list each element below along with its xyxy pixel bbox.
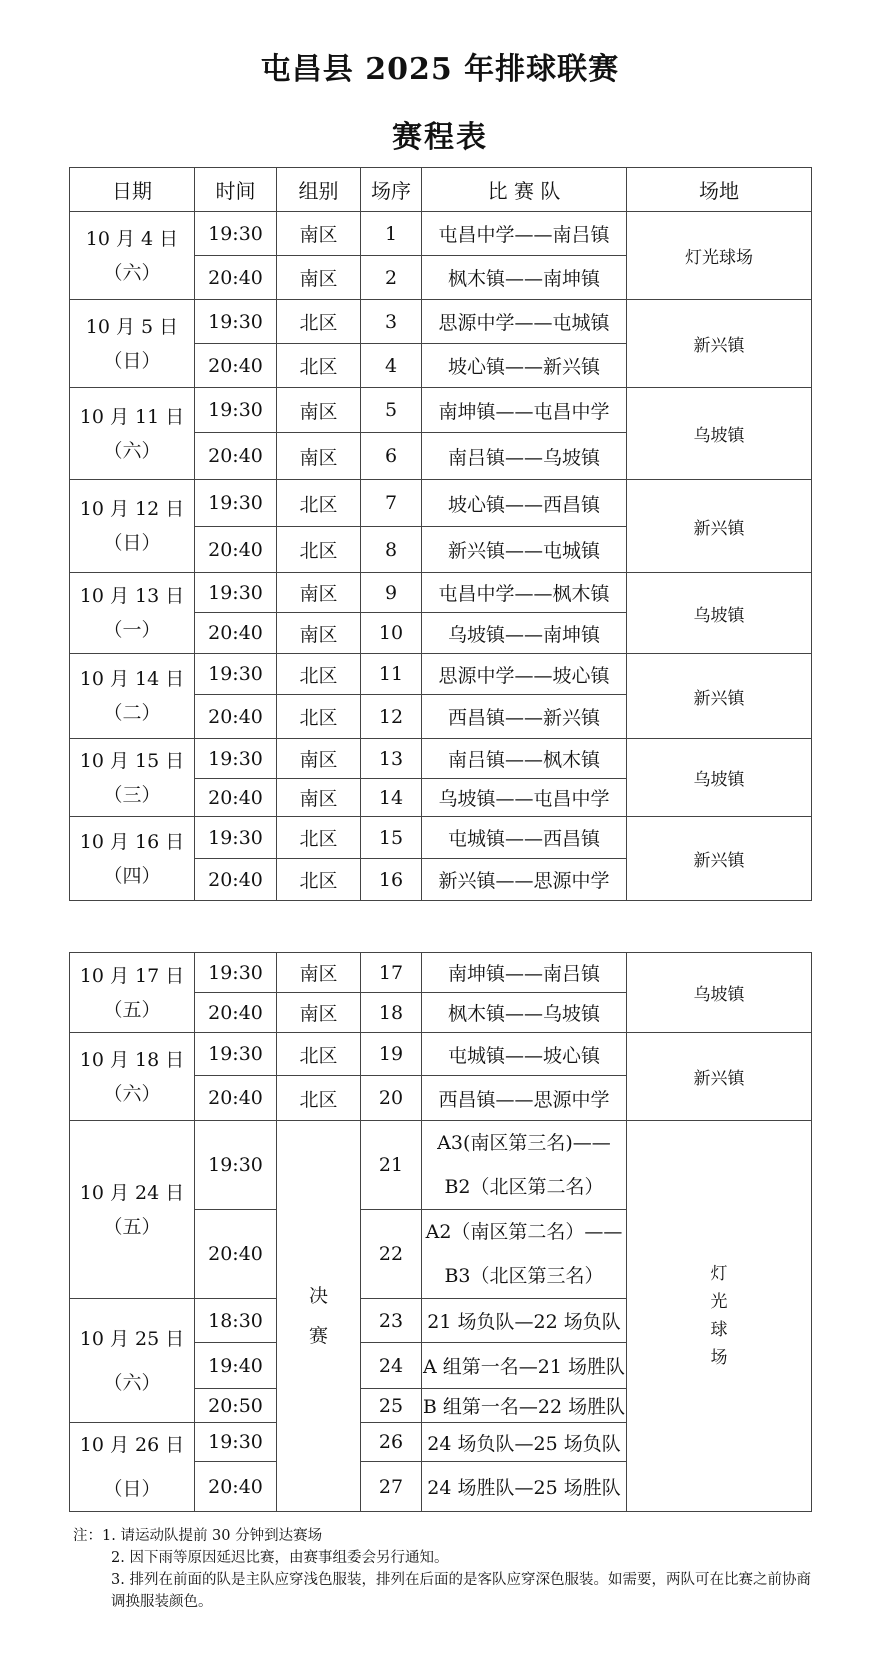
group-cell: 南区 [277, 779, 361, 817]
time-cell: 20:40 [195, 993, 277, 1033]
date-cell [70, 388, 195, 480]
match-number-cell: 5 [361, 388, 422, 433]
teams-line: B2（北区第二名） [444, 1176, 604, 1198]
teams-cell: A 组第一名—21 场胜队 [422, 1343, 627, 1389]
group-cell: 北区 [277, 859, 361, 901]
match-date: 10 月 26 日 [79, 1434, 185, 1456]
venue-cell: 乌坡镇 [627, 953, 812, 1033]
group-cell: 南区 [277, 256, 361, 300]
time-cell: 19:30 [195, 480, 277, 527]
column-header: 比 赛 队 [422, 168, 627, 212]
group-cell: 南区 [277, 613, 361, 654]
match-number-cell: 7 [361, 480, 422, 527]
date-cell [70, 1423, 195, 1512]
venue-cell: 乌坡镇 [627, 573, 812, 654]
time-cell: 20:40 [195, 859, 277, 901]
venue-cell: 新兴镇 [627, 1033, 812, 1121]
time-cell: 20:40 [195, 779, 277, 817]
time-cell: 20:40 [195, 1210, 277, 1299]
match-number-cell: 24 [361, 1343, 422, 1389]
weekday: （五） [103, 998, 161, 1021]
time-cell: 19:30 [195, 573, 277, 613]
match-number-cell: 19 [361, 1033, 422, 1076]
time-cell: 19:30 [195, 1033, 277, 1076]
teams-cell [422, 1210, 627, 1299]
date-cell [70, 300, 195, 388]
match-number-cell: 18 [361, 993, 422, 1033]
group-cell: 北区 [277, 654, 361, 695]
time-cell: 19:30 [195, 388, 277, 433]
weekday: （一） [103, 619, 161, 641]
table-header-row [70, 168, 812, 212]
schedule-table-part-2 [69, 952, 812, 1512]
match-number-cell: 21 [361, 1121, 422, 1210]
time-cell: 20:40 [195, 527, 277, 573]
teams-cell: 西昌镇——新兴镇 [422, 695, 627, 739]
time-cell: 19:30 [195, 300, 277, 344]
weekday: （六） [103, 439, 161, 462]
group-cell: 南区 [277, 993, 361, 1033]
finals-label: 赛 [308, 1325, 328, 1347]
group-cell: 南区 [277, 388, 361, 433]
table-row [70, 654, 812, 695]
group-cell: 北区 [277, 817, 361, 859]
notes-label: 注： [73, 1528, 102, 1544]
teams-cell: 枫木镇——乌坡镇 [422, 993, 627, 1033]
match-number-cell: 15 [361, 817, 422, 859]
table-row [70, 953, 812, 993]
teams-cell: 屯城镇——西昌镇 [422, 817, 627, 859]
match-date: 10 月 25 日 [79, 1327, 185, 1350]
date-cell [70, 212, 195, 300]
date-cell [70, 654, 195, 739]
match-date: 10 月 5 日 [85, 315, 179, 338]
time-cell: 20:40 [195, 695, 277, 739]
teams-line: B3（北区第三名） [444, 1265, 604, 1287]
teams-cell: 南坤镇——屯昌中学 [422, 388, 627, 433]
group-cell-finals [277, 1121, 361, 1512]
time-cell: 19:30 [195, 654, 277, 695]
table-row [70, 739, 812, 779]
group-cell: 南区 [277, 739, 361, 779]
table-row [70, 212, 812, 256]
teams-cell: 坡心镇——西昌镇 [422, 480, 627, 527]
venue-cell: 乌坡镇 [627, 388, 812, 480]
note-1: 注：1. 请运动队提前 30 分钟到达赛场 [73, 1528, 323, 1544]
time-cell: 20:40 [195, 344, 277, 388]
match-number-cell: 20 [361, 1076, 422, 1121]
teams-cell: 思源中学——屯城镇 [422, 300, 627, 344]
table-row [70, 1033, 812, 1076]
match-date: 10 月 17 日 [79, 964, 185, 987]
teams-cell: 乌坡镇——屯昌中学 [422, 779, 627, 817]
date-cell [70, 817, 195, 901]
match-date: 10 月 13 日 [79, 585, 185, 607]
venue-cell: 新兴镇 [627, 654, 812, 739]
weekday: （六） [103, 1082, 161, 1105]
match-date: 10 月 15 日 [79, 749, 185, 772]
group-cell: 北区 [277, 344, 361, 388]
match-date: 10 月 16 日 [79, 830, 185, 853]
time-cell: 20:40 [195, 256, 277, 300]
match-number-cell: 27 [361, 1462, 422, 1512]
match-number-cell: 13 [361, 739, 422, 779]
group-cell: 南区 [277, 573, 361, 613]
group-cell: 南区 [277, 953, 361, 993]
match-number-cell: 2 [361, 256, 422, 300]
time-cell: 20:40 [195, 433, 277, 480]
teams-cell: 24 场负队—25 场负队 [422, 1423, 627, 1462]
match-date: 10 月 24 日 [79, 1181, 185, 1204]
weekday: （日） [103, 349, 161, 372]
match-number-cell: 1 [361, 212, 422, 256]
teams-cell: 屯昌中学——枫木镇 [422, 573, 627, 613]
table-row [70, 1121, 812, 1210]
date-cell [70, 480, 195, 573]
venue-cell-finals [627, 1121, 812, 1512]
note-2: 2. 因下雨等原因延迟比赛，由赛事组委会另行通知。 [111, 1550, 449, 1566]
table-row [70, 573, 812, 613]
weekday: （日） [103, 1478, 161, 1500]
group-cell: 北区 [277, 1033, 361, 1076]
notes [73, 1525, 818, 1613]
match-number-cell: 17 [361, 953, 422, 993]
time-cell: 19:30 [195, 953, 277, 993]
teams-cell: 屯城镇——坡心镇 [422, 1033, 627, 1076]
venue-cell: 新兴镇 [627, 480, 812, 573]
group-cell: 北区 [277, 1076, 361, 1121]
venue-cell: 新兴镇 [627, 817, 812, 901]
match-date: 10 月 4 日 [85, 227, 179, 250]
teams-cell: 坡心镇——新兴镇 [422, 344, 627, 388]
match-number-cell: 22 [361, 1210, 422, 1299]
match-number-cell: 11 [361, 654, 422, 695]
document-subtitle: 赛程表 [392, 120, 488, 155]
teams-cell: 南吕镇——乌坡镇 [422, 433, 627, 480]
table-row [70, 817, 812, 859]
group-cell: 南区 [277, 433, 361, 480]
date-cell [70, 1299, 195, 1423]
table-row [70, 388, 812, 433]
weekday: （六） [103, 1371, 161, 1394]
time-cell: 20:40 [195, 613, 277, 654]
date-cell [70, 1033, 195, 1121]
time-cell: 19:30 [195, 817, 277, 859]
teams-cell: 24 场胜队—25 场胜队 [422, 1462, 627, 1512]
venue-char: 球 [710, 1320, 728, 1340]
teams-line: A2（南区第二名）—— [425, 1221, 623, 1243]
time-cell: 20:50 [195, 1389, 277, 1423]
group-cell: 北区 [277, 527, 361, 573]
finals-label: 决 [308, 1285, 328, 1307]
time-cell: 19:30 [195, 1423, 277, 1462]
match-date: 10 月 18 日 [79, 1048, 185, 1071]
match-number-cell: 26 [361, 1423, 422, 1462]
teams-cell: 西昌镇——思源中学 [422, 1076, 627, 1121]
column-header: 时间 [195, 168, 277, 212]
teams-cell: 新兴镇——思源中学 [422, 859, 627, 901]
date-cell [70, 953, 195, 1033]
match-date: 10 月 11 日 [79, 405, 185, 428]
time-cell: 20:40 [195, 1462, 277, 1512]
match-number-cell: 25 [361, 1389, 422, 1423]
teams-cell: 屯昌中学——南吕镇 [422, 212, 627, 256]
teams-cell: 乌坡镇——南坤镇 [422, 613, 627, 654]
venue-char: 光 [710, 1292, 728, 1312]
match-number-cell: 23 [361, 1299, 422, 1343]
teams-line: A3(南区第三名)—— [437, 1132, 611, 1154]
time-cell: 19:30 [195, 1121, 277, 1210]
venue-cell: 乌坡镇 [627, 739, 812, 817]
venue-char: 灯 [710, 1264, 728, 1284]
match-date: 10 月 12 日 [79, 498, 185, 520]
weekday: （五） [103, 1215, 161, 1238]
weekday: （二） [103, 702, 161, 724]
group-cell: 北区 [277, 480, 361, 527]
match-number-cell: 9 [361, 573, 422, 613]
teams-cell [422, 1121, 627, 1210]
venue-char: 场 [710, 1348, 728, 1368]
schedule-table-part-1 [69, 167, 812, 901]
column-header: 组别 [277, 168, 361, 212]
group-cell: 南区 [277, 212, 361, 256]
venue-cell: 新兴镇 [627, 300, 812, 388]
match-number-cell: 16 [361, 859, 422, 901]
weekday: （日） [103, 532, 161, 554]
note-3: 3. 排列在前面的队是主队应穿浅色服装，排列在后面的是客队应穿深色服装。如需要，两队可在比赛之前协商调换服装颜色。 [111, 1572, 811, 1610]
match-number-cell: 8 [361, 527, 422, 573]
column-header: 日期 [70, 168, 195, 212]
weekday: （六） [103, 261, 161, 284]
teams-cell: 枫木镇——南坤镇 [422, 256, 627, 300]
document-title: 屯昌县 2025 年排球联赛 [260, 52, 620, 87]
match-number-cell: 10 [361, 613, 422, 654]
match-number-cell: 3 [361, 300, 422, 344]
teams-cell: B 组第一名—22 场胜队 [422, 1389, 627, 1423]
column-header: 场序 [361, 168, 422, 212]
group-cell: 北区 [277, 695, 361, 739]
date-cell [70, 1121, 195, 1299]
teams-cell: 21 场负队—22 场负队 [422, 1299, 627, 1343]
teams-cell: 南坤镇——南吕镇 [422, 953, 627, 993]
table-row [70, 300, 812, 344]
teams-cell: 思源中学——坡心镇 [422, 654, 627, 695]
weekday: （三） [103, 783, 161, 806]
match-number-cell: 6 [361, 433, 422, 480]
table-row [70, 480, 812, 527]
teams-cell: 南吕镇——枫木镇 [422, 739, 627, 779]
time-cell: 19:40 [195, 1343, 277, 1389]
date-cell [70, 573, 195, 654]
time-cell: 18:30 [195, 1299, 277, 1343]
group-cell: 北区 [277, 300, 361, 344]
time-cell: 19:30 [195, 739, 277, 779]
weekday: （四） [103, 864, 161, 887]
column-header: 场地 [627, 168, 812, 212]
match-date: 10 月 14 日 [79, 668, 185, 690]
match-number-cell: 4 [361, 344, 422, 388]
match-number-cell: 12 [361, 695, 422, 739]
match-number-cell: 14 [361, 779, 422, 817]
time-cell: 20:40 [195, 1076, 277, 1121]
venue-cell: 灯光球场 [627, 212, 812, 300]
date-cell [70, 739, 195, 817]
time-cell: 19:30 [195, 212, 277, 256]
teams-cell: 新兴镇——屯城镇 [422, 527, 627, 573]
